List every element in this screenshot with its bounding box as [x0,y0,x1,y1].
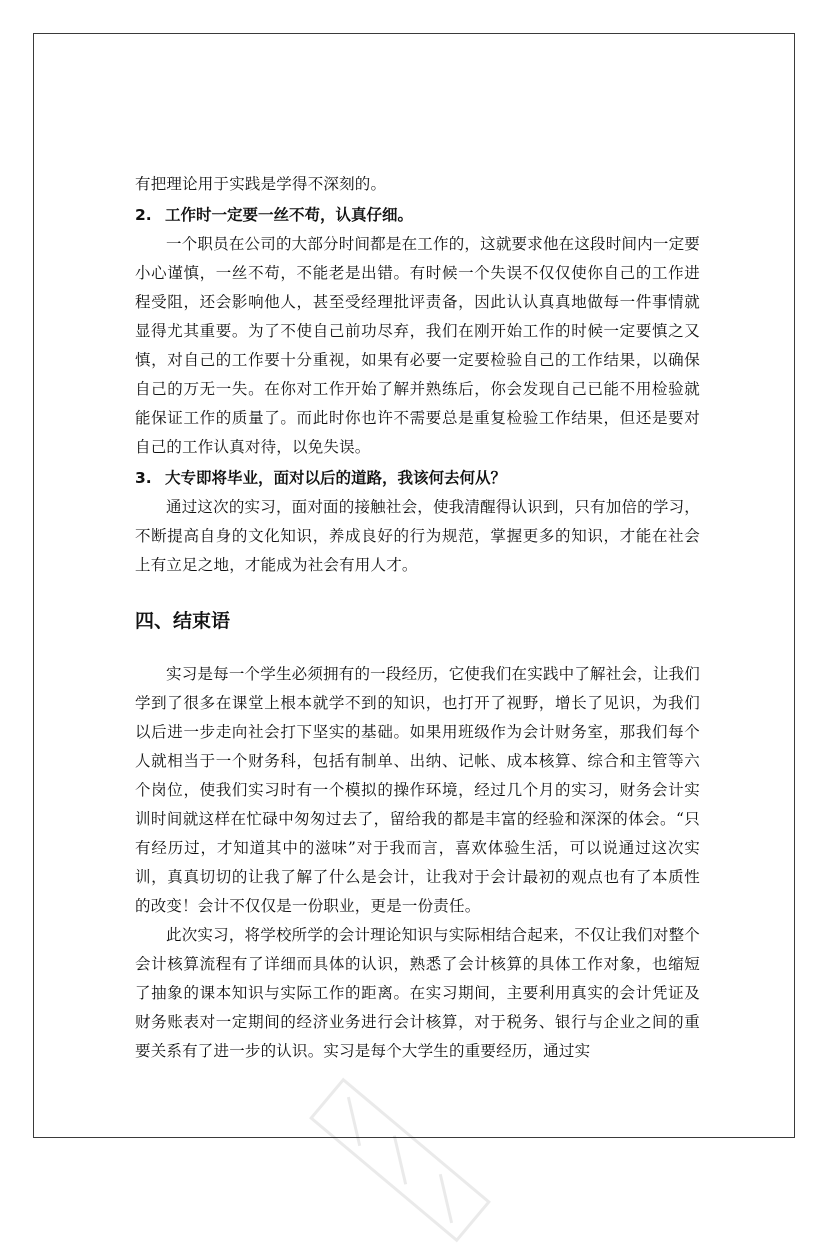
item-3-title: 大专即将毕业，面对以后的道路，我该何去何从？ [165,469,507,487]
document-body [135,170,700,1066]
item-3-heading [135,464,700,493]
item-2-title: 工作时一定要一丝不苟，认真仔细。 [165,206,414,224]
item-2-number: 2. [135,206,152,224]
section-4-title: 四、结束语 [135,610,231,632]
intro-line: 有把理论用于实践是学得不深刻的。 [135,175,387,193]
section-4-paragraph-2: 此次实习，将学校所学的会计理论知识与实际相结合起来，不仅让我们对整个会计核算流程有了详细而具体的认识，熟悉了会计核算的具体工作对象，也缩短了抽象的课本知识与实际工作的距离。在实习期间，主要利用真实的会计凭证及财务账表对一定期间的经济业务进行会计核算，对于税务、银行与企业之间的重要关系有了进一步的认识。实习是每个大学生的重要经历，通过实 [135,926,700,1060]
item-3-body: 通过这次的实习，面对面的接触社会，使我清醒得认识到，只有加倍的学习，不断提高自身的文化知识，养成良好的行为规范，掌握更多的知识，才能在社会上有立足之地，才能成为社会有用人才。 [135,498,700,574]
item-2-heading [135,201,700,230]
section-4-paragraph-1: 实习是每一个学生必须拥有的一段经历，它使我们在实践中了解社会，让我们学到了很多在课堂上根本就学不到的知识，也打开了视野，增长了见识，为我们以后进一步走向社会打下坚实的基础。如果用班级作为会计财务室，那我们每个人就相当于一个财务科，包括有制单、出纳、记帐、成本核算、综合和主管等六个岗位，使我们实习时有一个模拟的操作环境，经过几个月的实习，财务会计实训时间就这样在忙碌中匆匆过去了，留给我的都是丰富的经验和深深的体会。“只有经历过，才知道其中的滋味”对于我而言，喜欢体验生活，可以说通过这次实训，真真切切的让我了解了什么是会计，让我对于会计最初的观点也有了本质性的改变！会计不仅仅是一份职业，更是一份责任。 [135,665,700,915]
item-2-body: 一个职员在公司的大部分时间都是在工作的，这就要求他在这段时间内一定要小心谨慎，一丝不苟，不能老是出错。有时候一个失误不仅仅使你自己的工作进程受阻，还会影响他人，甚至受经理批评责备，因此认认真真地做每一件事情就显得尤其重要。为了不使自己前功尽弃，我们在刚开始工作的时候一定要慎之又慎，对自己的工作要十分重视，如果有必要一定要检验自己的工作结果，以确保自己的万无一失。在你对工作开始了解并熟练后，你会发现自己已能不用检验就能保证工作的质量了。而此时你也许不需要总是重复检验工作结果，但还是要对自己的工作认真对待，以免失误。 [135,235,700,456]
item-3-number: 3. [135,469,152,487]
